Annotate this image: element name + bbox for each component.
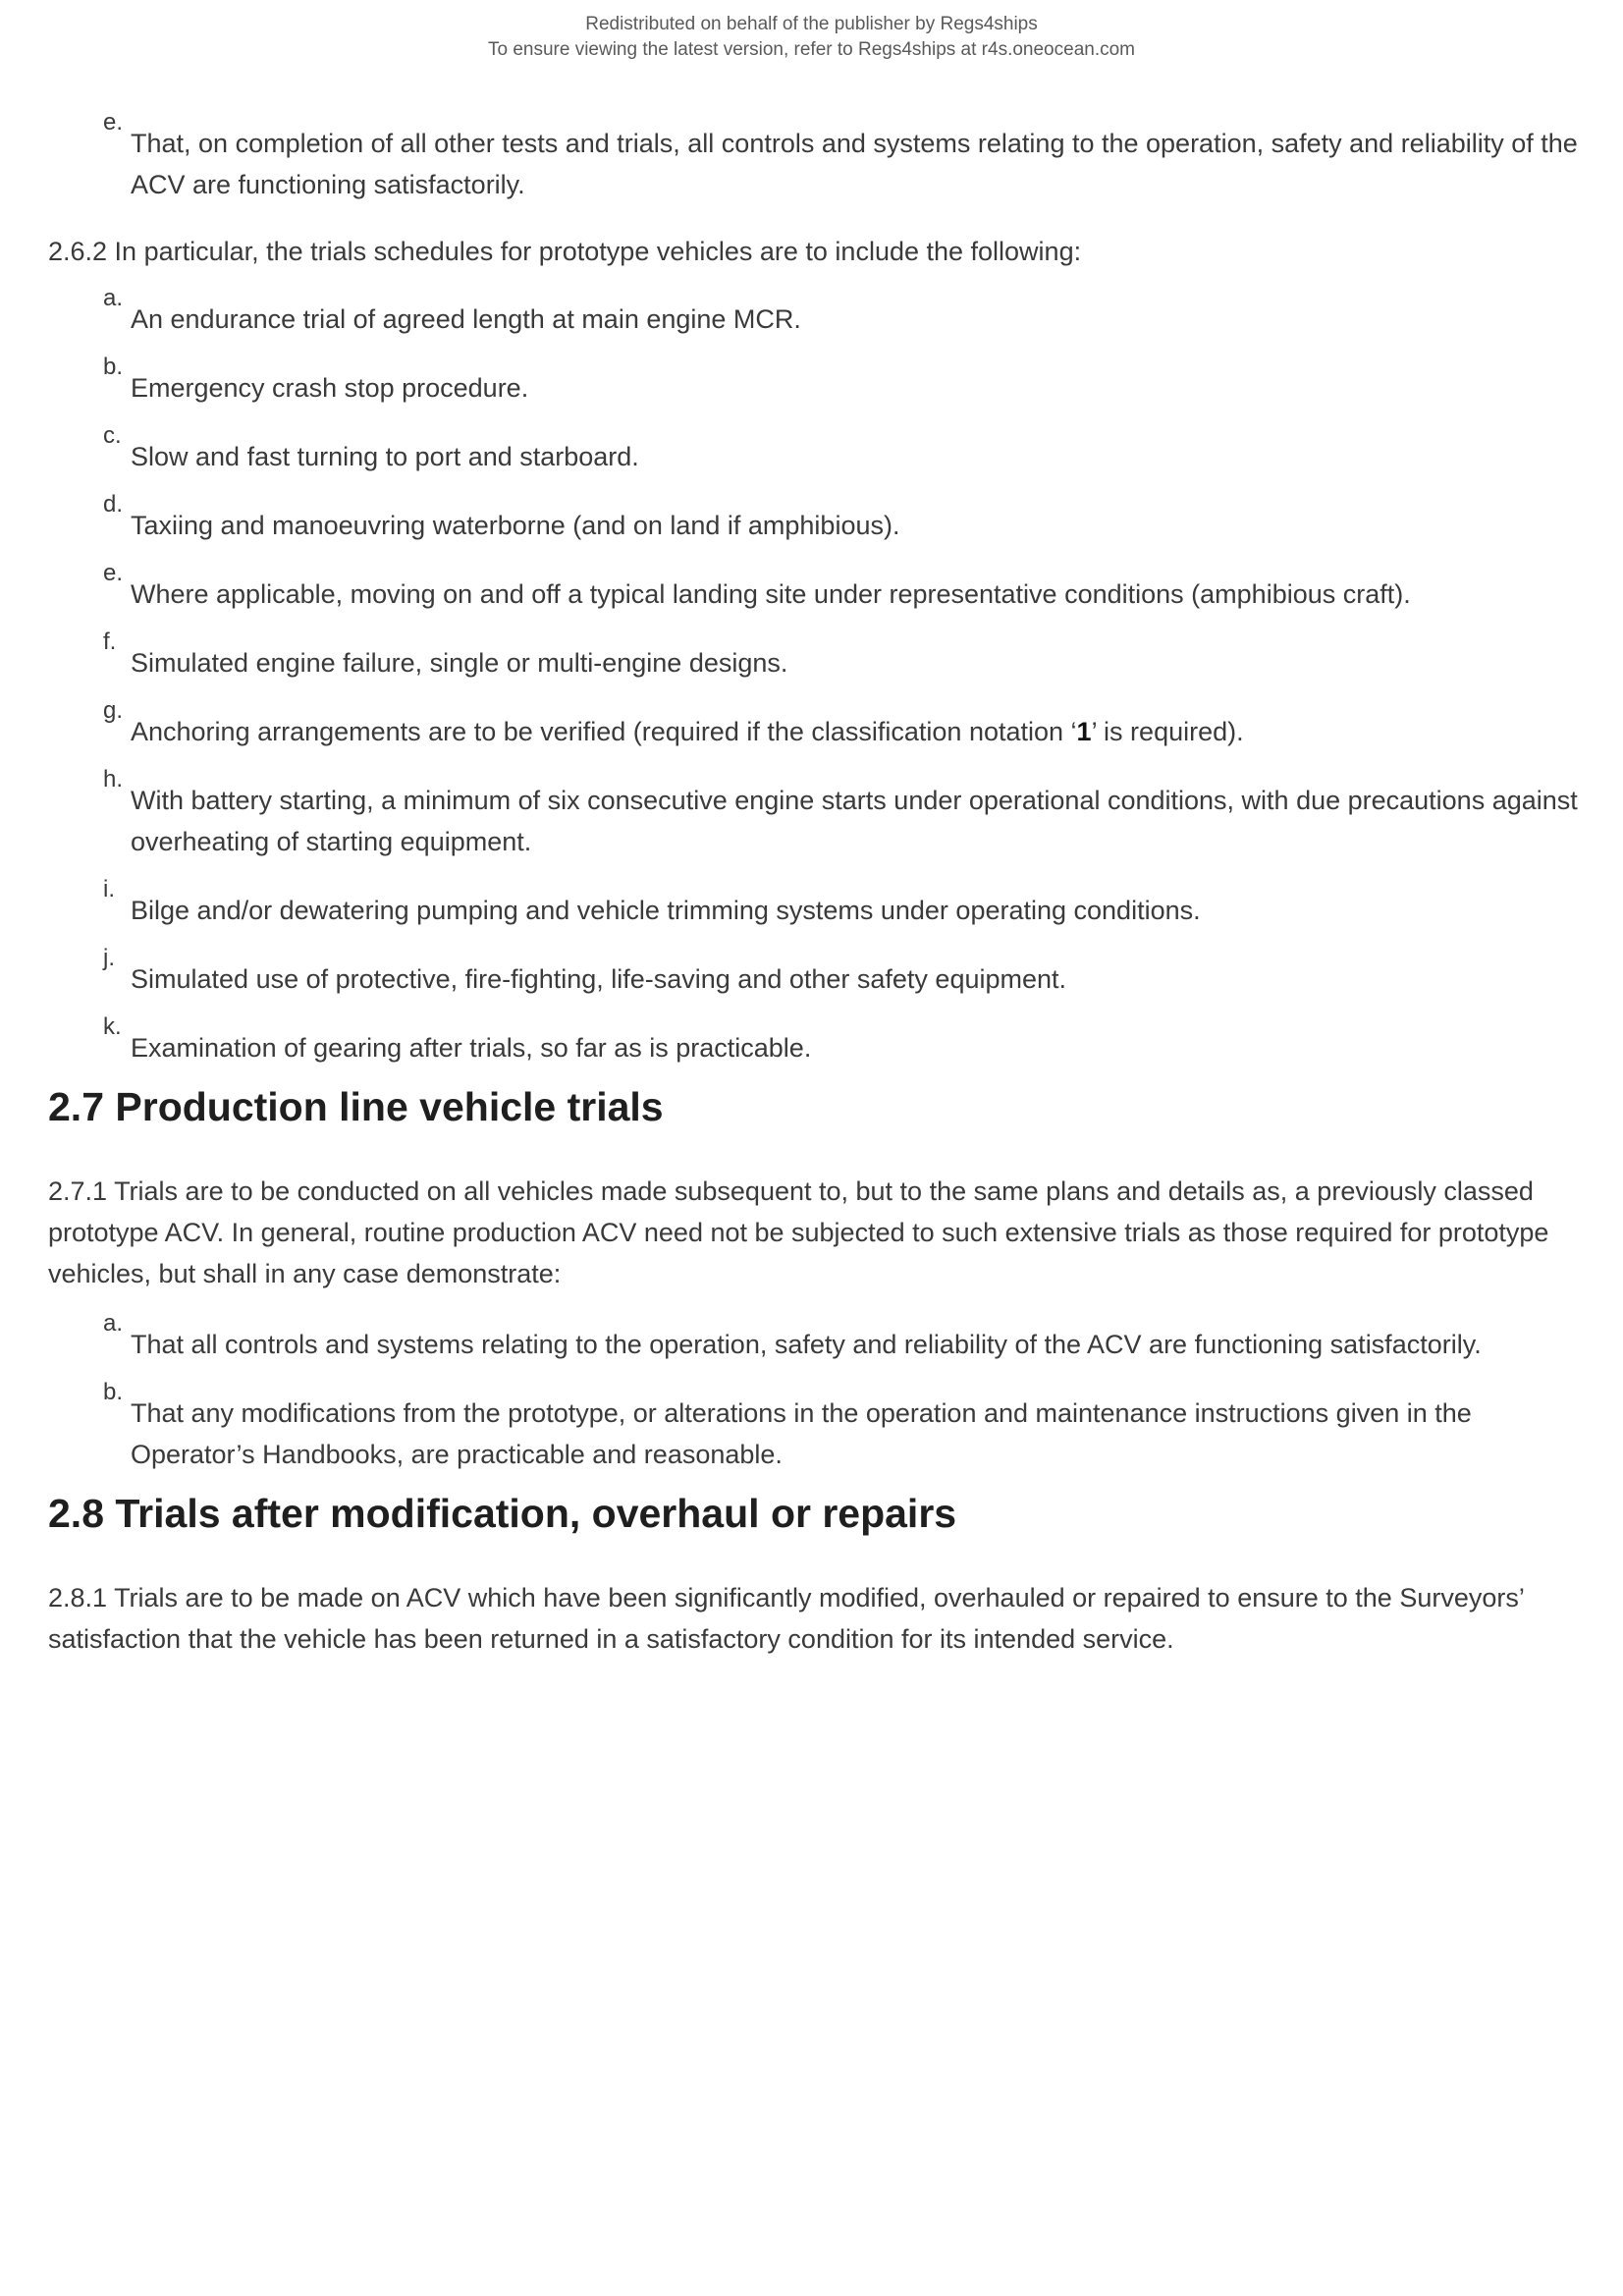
list-item-text: That all controls and systems relating to the operation, safety and reliability of the ACV are functioning satisfactorily.	[131, 1330, 1482, 1359]
list-item-2-6-2-f	[48, 629, 1590, 683]
paragraph-2-8-1: 2.8.1 Trials are to be made on ACV which have been significantly modified, overhauled or repaired to ensure to the Surveyors’ satisfaction that the vehicle has been returned in a satisfactory condition for its intended service.	[48, 1583, 1524, 1654]
list-item-2-6-2-b	[48, 354, 1590, 409]
banner-line-publisher: Redistributed on behalf of the publisher by Regs4ships	[585, 14, 1038, 34]
list-item-2-6-2-k	[48, 1013, 1590, 1068]
list-item-2-7-1-a	[48, 1310, 1590, 1365]
list-item-2-6-2-j	[48, 945, 1590, 1000]
redistribution-banner	[0, 12, 1623, 63]
list-marker: e.	[103, 109, 124, 136]
list-marker: k.	[103, 1013, 122, 1040]
list-item-text: Simulated use of protective, fire-fighting, life-saving and other safety equipment.	[131, 964, 1067, 994]
list-marker: i.	[103, 876, 115, 902]
list-item-text: Slow and fast turning to port and starboard.	[131, 442, 639, 471]
list-marker: j.	[103, 945, 115, 971]
section-heading-2-7: 2.7 Production line vehicle trials	[48, 1084, 664, 1129]
paragraph-2-6-2: 2.6.2 In particular, the trials schedules for prototype vehicles are to include the following:	[48, 237, 1082, 266]
list-item-text: Examination of gearing after trials, so far as is practicable.	[131, 1033, 812, 1063]
list-item-text: An endurance trial of agreed length at main engine MCR.	[131, 304, 801, 334]
list-marker: h.	[103, 766, 124, 793]
section-heading-2-8: 2.8 Trials after modification, overhaul or repairs	[48, 1491, 957, 1536]
list-marker: e.	[103, 560, 124, 586]
list-item-text: With battery starting, a minimum of six consecutive engine starts under operational conditions, with due precautions against overheating of starting equipment.	[131, 786, 1578, 856]
list-item-2-6-1-e	[48, 109, 1590, 205]
list-marker: a.	[103, 1310, 124, 1337]
paragraph-2-7-1: 2.7.1 Trials are to be conducted on all vehicles made subsequent to, but to the same plans and details as, a previously classed prototype ACV. In general, routine production ACV need not be subjected to such extensive trials as those required for prototype vehicles, but shall in any case demonstrate:	[48, 1176, 1549, 1288]
banner-line-latest-version: To ensure viewing the latest version, refer to Regs4ships at r4s.oneocean.com	[487, 39, 1136, 60]
list-item-text: Taxiing and manoeuvring waterborne (and on land if amphibious).	[131, 511, 900, 540]
list-marker: b.	[103, 1379, 124, 1405]
list-marker: a.	[103, 285, 124, 311]
list-2-7-1	[48, 1310, 1590, 1475]
list-marker: d.	[103, 491, 124, 518]
list-item-text: Where applicable, moving on and off a typical landing site under representative conditions (amphibious craft).	[131, 579, 1411, 609]
list-item-2-6-2-a	[48, 285, 1590, 340]
list-item-text: Emergency crash stop procedure.	[131, 373, 529, 403]
list-item-text	[131, 711, 1590, 752]
document-body	[48, 109, 1590, 1660]
list-item-2-6-2-d	[48, 491, 1590, 546]
list-marker: c.	[103, 422, 122, 449]
item-text-before: Anchoring arrangements are to be verified (required if the classification notation ‘	[131, 717, 1077, 746]
list-item-text: That, on completion of all other tests and trials, all controls and systems relating to the operation, safety and reliability of the ACV are functioning satisfactorily.	[131, 129, 1578, 199]
list-item-2-6-2-g	[48, 697, 1590, 752]
list-marker: b.	[103, 354, 124, 380]
list-item-2-6-2-h	[48, 766, 1590, 862]
list-item-text: That any modifications from the prototype, or alterations in the operation and maintenance instructions given in the Operator’s Handbooks, are practicable and reasonable.	[131, 1398, 1472, 1469]
list-item-text: Simulated engine failure, single or multi-engine designs.	[131, 648, 788, 678]
list-item-2-7-1-b	[48, 1379, 1590, 1475]
list-item-2-6-2-i	[48, 876, 1590, 931]
classification-notation: 1	[1076, 717, 1092, 746]
list-item-2-6-2-e	[48, 560, 1590, 615]
list-item-text: Bilge and/or dewatering pumping and vehicle trimming systems under operating conditions.	[131, 896, 1201, 925]
list-2-6-2	[48, 285, 1590, 1068]
item-text-after: ’ is required).	[1091, 717, 1244, 746]
list-item-2-6-2-c	[48, 422, 1590, 477]
list-marker: g.	[103, 697, 124, 724]
list-marker: f.	[103, 629, 117, 655]
